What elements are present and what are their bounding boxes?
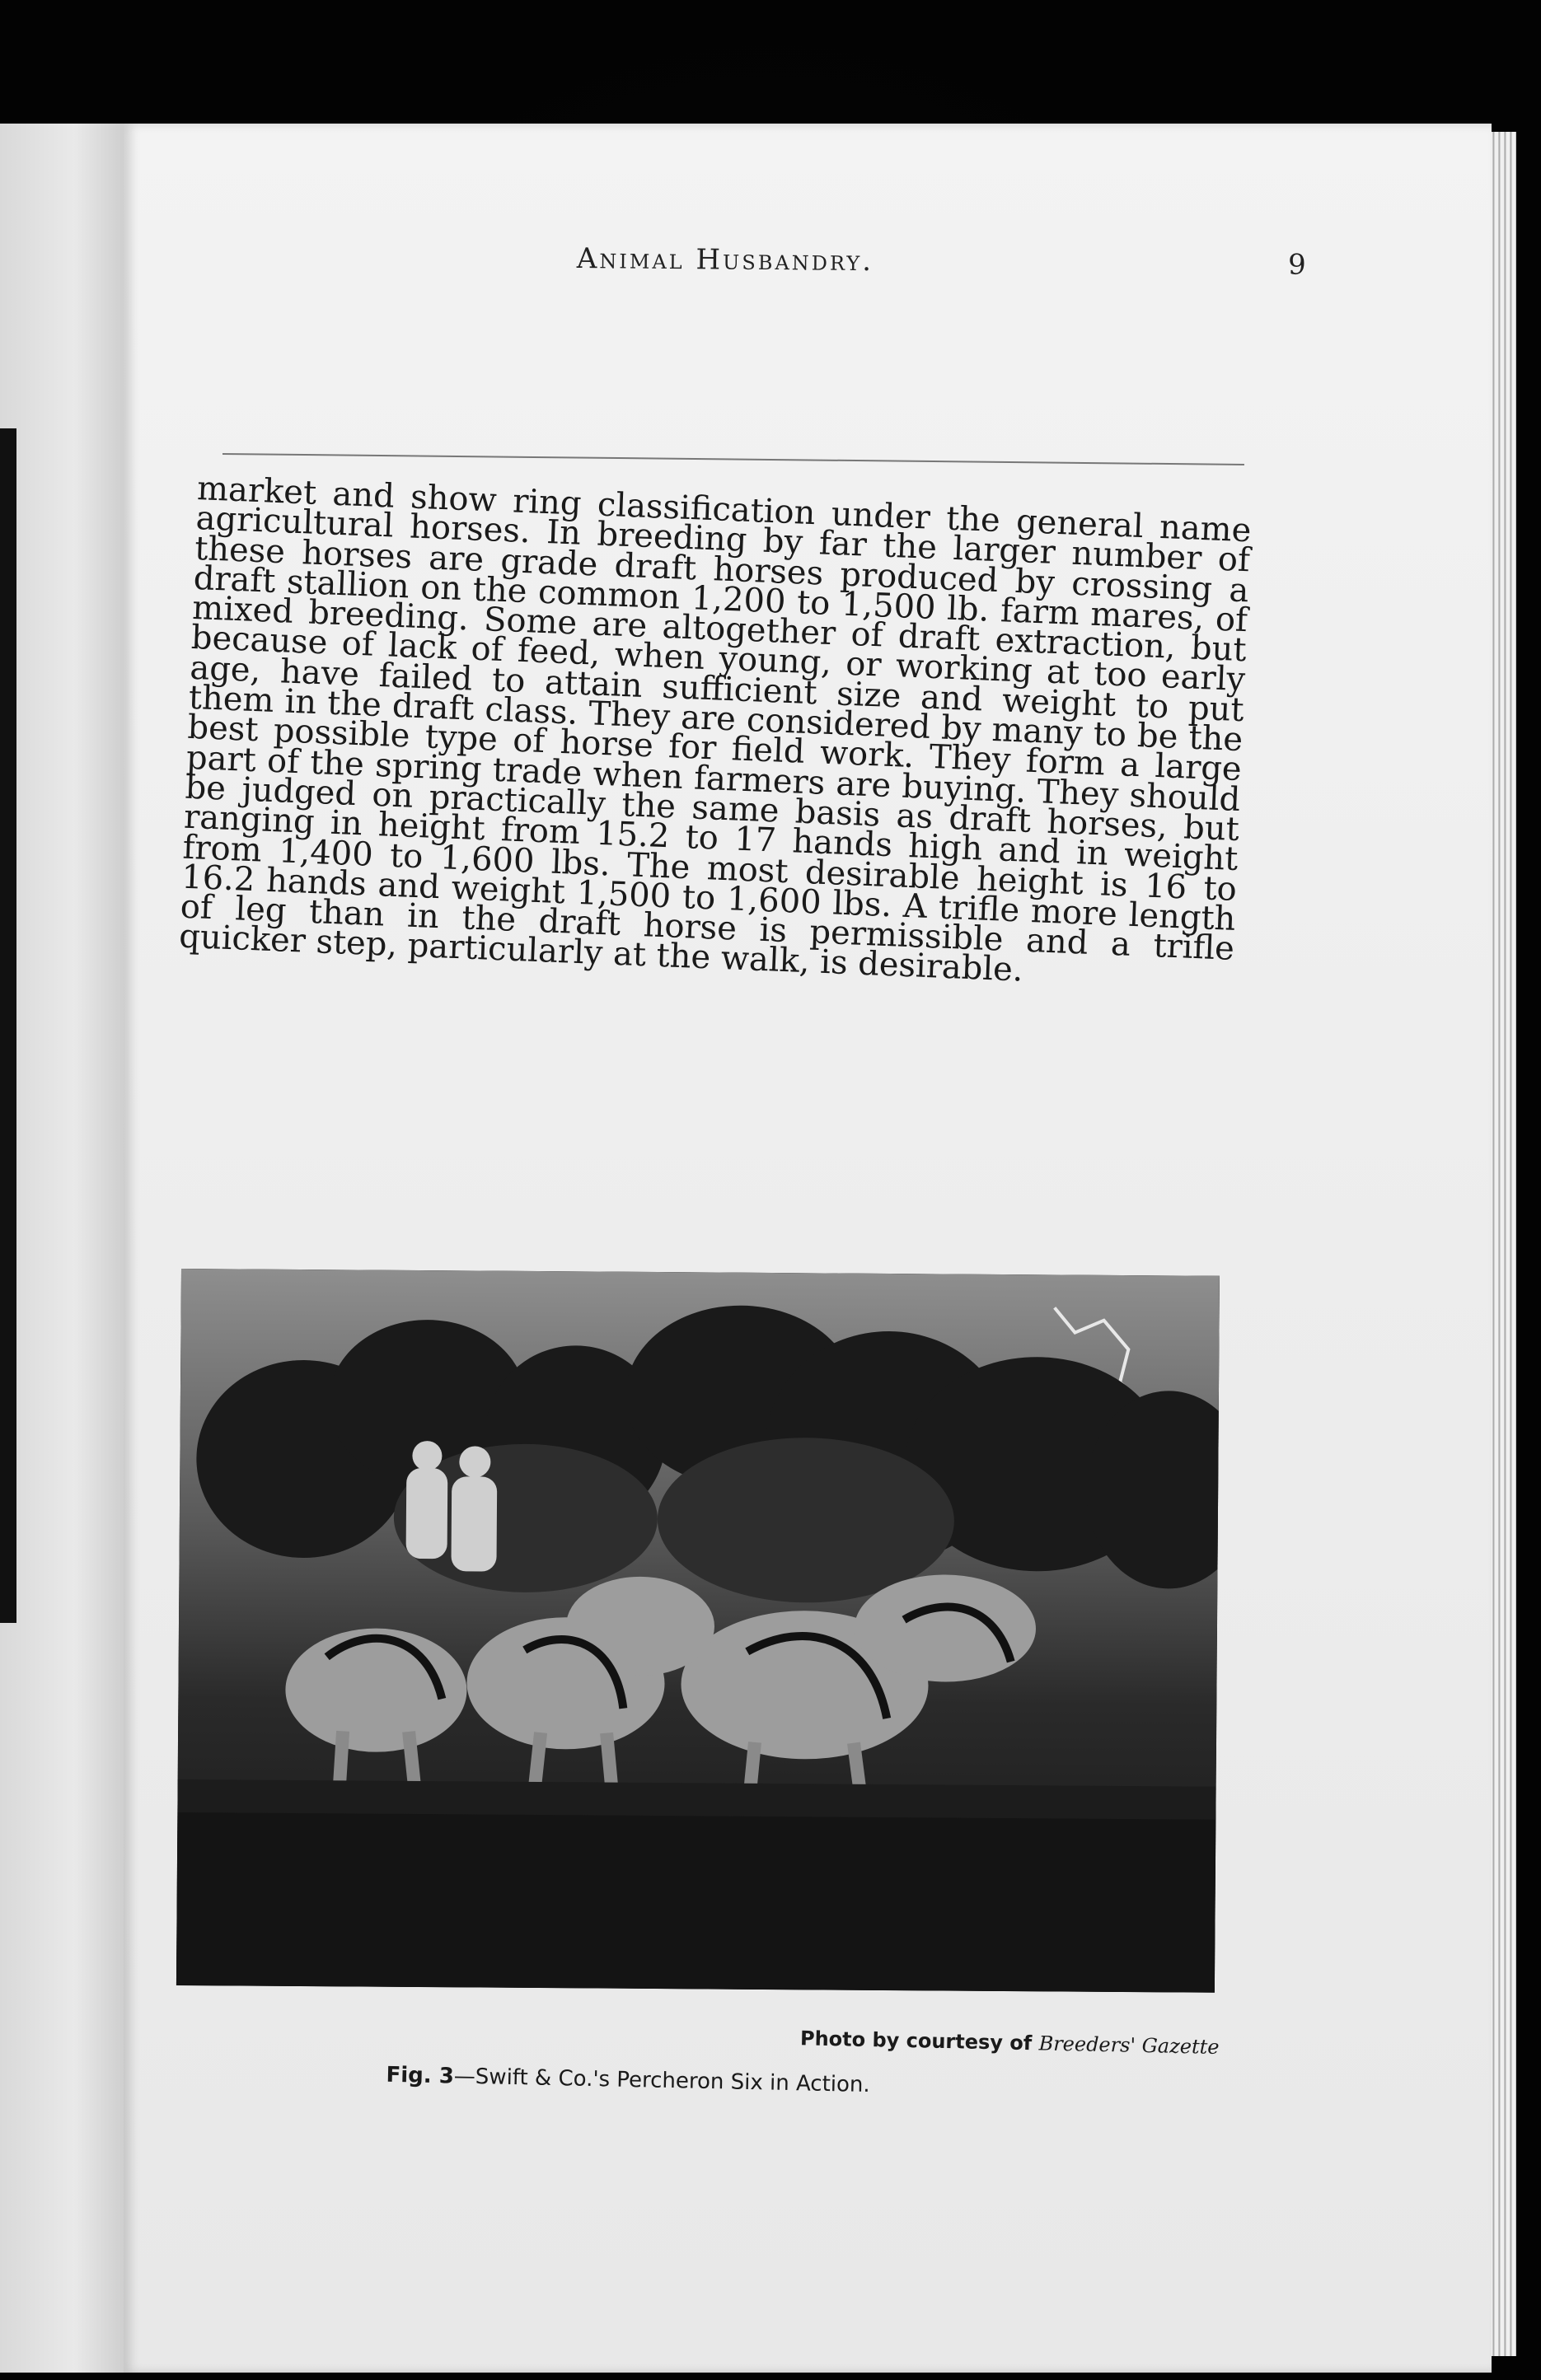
credit-prefix: Photo by courtesy of — [799, 2027, 1033, 2055]
running-head: Animal Husbandry. — [576, 241, 874, 278]
page-number: 9 — [1287, 248, 1306, 282]
figure-caption-block — [386, 2018, 1220, 2126]
body-text — [178, 470, 1253, 994]
binding-shadow — [0, 428, 16, 1623]
photo-horses-image — [176, 1269, 1220, 1993]
page-header — [391, 241, 1323, 303]
adjacent-page-edge — [0, 124, 124, 2373]
figure-caption-text: —Swift & Co.'s Percheron Six in Action. — [453, 2064, 871, 2098]
credit-source: Breeders' Gazette — [1038, 2032, 1220, 2059]
figure-label: Fig. 3 — [386, 2062, 455, 2089]
figure-photo — [176, 1269, 1220, 1993]
figure-caption — [386, 2063, 870, 2097]
paragraph: market and show ring classification under the general name agricultural horses. In breeding by far the larger number of these horses are grade draft horses produced by crossing a draft stallion on the common 1,200 to 1,500 lb. farm mares, of mixed breeding. Some are altogether of draft extraction, but because of lack of feed, when young, or working at too early age, have failed to attain sufficient size and weight to put them in the draft class. They are considered by many to be the best possible type of horse for field work. They form a large part of the spring trade when farmers are buying. They should be judged on practically the same basis as draft horses, but ranging in height from 15.2 to 17 hands high and in weight from 1,400 to 1,600 lbs. The most desirable height is 16 to 16.2 hands and weight 1,500 to 1,600 lbs. A trifle more length of leg than in the draft horse is permissible and a trifle quicker step, particularly at the walk, is desirable. — [178, 470, 1253, 990]
